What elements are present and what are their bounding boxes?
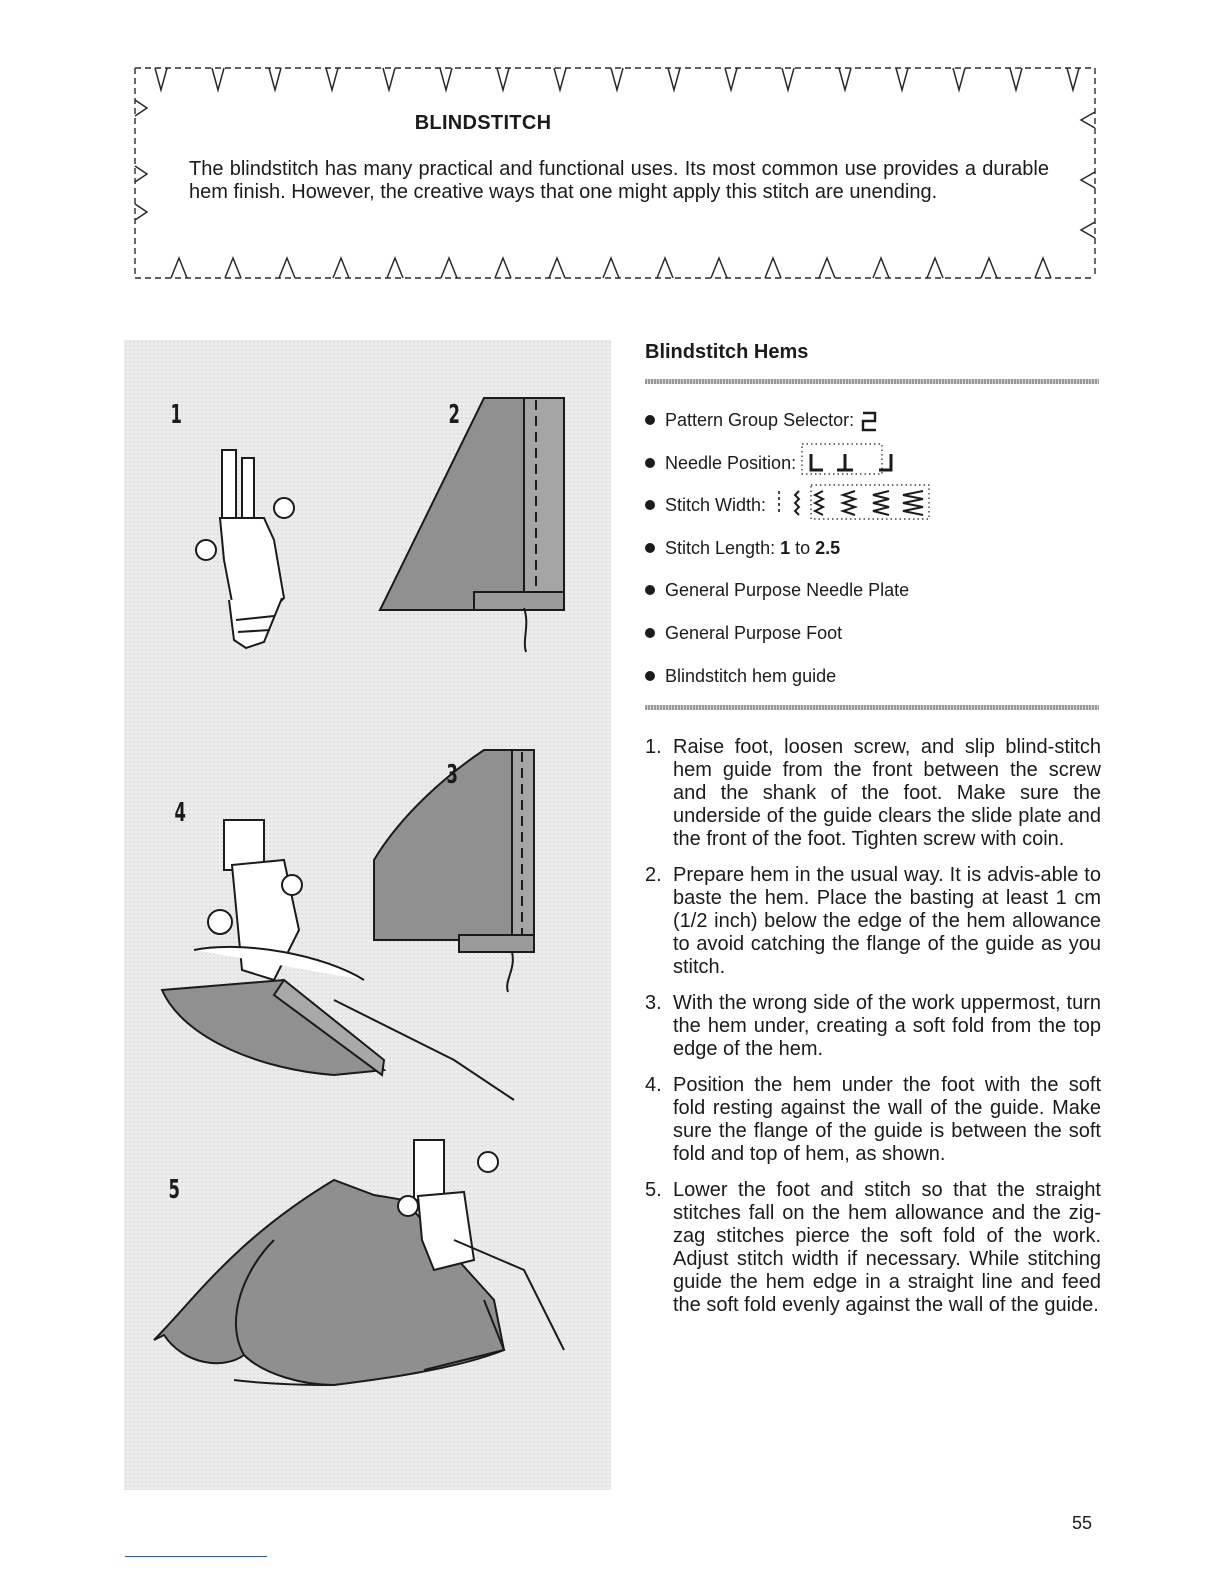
figure-1-presser-foot xyxy=(196,450,294,648)
page-number: 55 xyxy=(1072,1513,1093,1533)
setting-label: Pattern Group Selector: xyxy=(665,410,855,430)
step-number: 3. xyxy=(645,992,662,1014)
step-text: Lower the foot and stitch so that the straight stitches fall on the hem allowance and the zig-zag stitches pierce the soft fold of the work. Adjust stitch width if necessary. While stitching guide the hem edge in a straight line and feed the soft fold evenly against the wall of the guide. xyxy=(673,1179,1101,1316)
setting-foot xyxy=(645,619,1105,662)
setting-label: General Purpose Needle Plate xyxy=(665,580,910,601)
setting-stitch-width xyxy=(645,491,1105,534)
setting-label: Blindstitch hem guide xyxy=(665,665,837,686)
machine-settings-list xyxy=(645,406,1105,704)
bullet-icon xyxy=(645,500,655,510)
stitch-length-min: 1 xyxy=(780,537,791,558)
pattern-2-digit-icon xyxy=(859,409,879,433)
intro-paragraph: The blindstitch has many practical and functional uses. Its most common use provides a durable hem finish. However, the creative ways that one might apply this stitch are unending. xyxy=(189,158,1049,203)
divider-top xyxy=(645,379,1099,384)
step-number: 5. xyxy=(645,1179,662,1201)
figure-label-3: 3 xyxy=(446,760,458,790)
step-text: Raise foot, loosen screw, and slip blind-stitch hem guide from the front between the screw and the shank of the foot. Make sure the underside of the guide clears the slide plate and the front of the foot. Tighten screw with coin. xyxy=(673,736,1101,850)
bullet-icon xyxy=(645,628,655,638)
step-text: Position the hem under the foot with the soft fold resting against the wall of the guide. Make sure the flange of the guide is between the soft fold and top of hem, as shown. xyxy=(673,1074,1101,1165)
step-item xyxy=(645,992,1101,1061)
step-number: 2. xyxy=(645,864,662,886)
step-item xyxy=(645,1179,1101,1317)
step-text: With the wrong side of the work uppermost, turn the hem under, creating a soft fold from the top edge of the hem. xyxy=(673,992,1101,1060)
setting-stitch-length xyxy=(645,534,1105,577)
divider-bottom xyxy=(645,705,1099,710)
figure-label-5: 5 xyxy=(168,1175,180,1205)
figure-2-fabric-fold xyxy=(380,398,564,652)
illustration-panel xyxy=(124,340,611,1490)
stitch-width-icon xyxy=(771,483,931,521)
setting-label: Stitch Width: xyxy=(665,495,767,516)
bullet-icon xyxy=(645,543,655,553)
instruction-steps xyxy=(645,736,1101,1330)
setting-needle-plate xyxy=(645,576,1105,619)
setting-hem-guide xyxy=(645,662,1105,705)
figure-5-stitching-hem xyxy=(154,1140,564,1385)
setting-label: Stitch Length: xyxy=(665,537,776,558)
step-text: Prepare hem in the usual way. It is advis-able to baste the hem. Place the basting at least 1 cm (1/2 inch) below the edge of the hem allowance to avoid catching the flange of the guide as you stitch. xyxy=(673,864,1101,978)
setting-label: General Purpose Foot xyxy=(665,622,843,643)
figure-label-2: 2 xyxy=(448,400,460,430)
bullet-icon xyxy=(645,458,655,468)
section-heading: Blindstitch Hems xyxy=(645,341,809,363)
stitch-length-to: to xyxy=(795,537,811,558)
bullet-icon xyxy=(645,671,655,681)
setting-label: Needle Position: xyxy=(665,452,797,473)
step-item xyxy=(645,736,1101,851)
step-item xyxy=(645,1074,1101,1166)
figure-label-1: 1 xyxy=(170,400,182,430)
footer-link-underline xyxy=(125,1556,267,1557)
stitch-length-max: 2.5 xyxy=(815,537,841,558)
bullet-icon xyxy=(645,585,655,595)
step-number: 1. xyxy=(645,736,662,758)
step-item xyxy=(645,864,1101,979)
needle-position-icon xyxy=(801,442,911,478)
bullet-icon xyxy=(645,415,655,425)
page-title: BLINDSTITCH xyxy=(414,112,552,134)
figure-label-4: 4 xyxy=(174,798,186,828)
step-number: 4. xyxy=(645,1074,662,1096)
sewing-illustrations xyxy=(124,340,611,1490)
